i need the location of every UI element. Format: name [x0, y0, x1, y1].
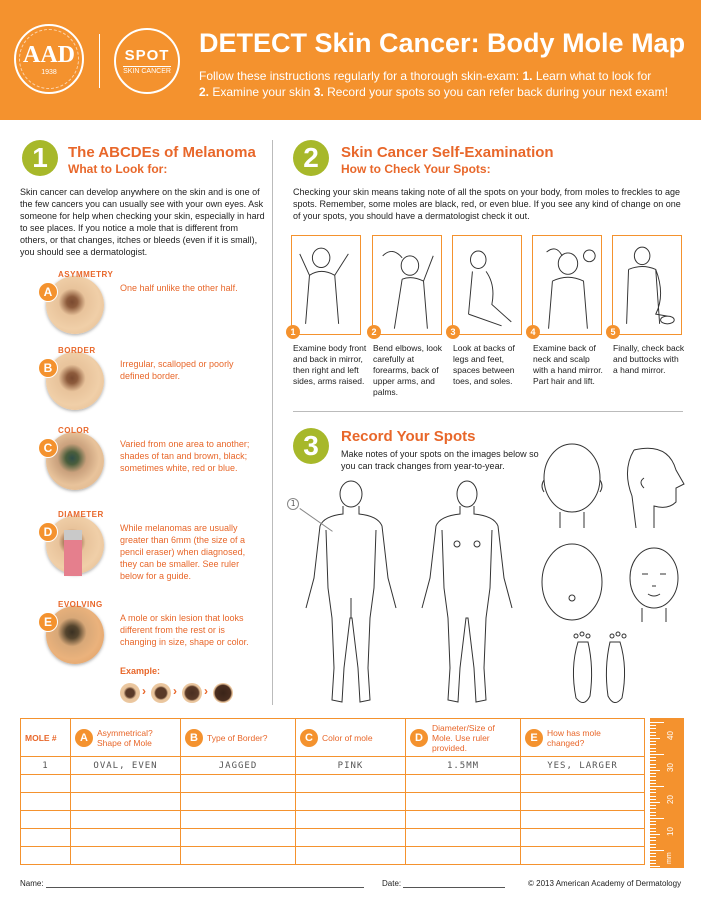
ruler-tick — [650, 792, 656, 793]
head-top-outline — [532, 540, 612, 625]
section-1-intro: Skin cancer can develop anywhere on the skin and is one of the few cancers you can usually see with your own eyes. Ask someone for help when checking your skin, especially in hard to see places. If you notice a mole that is different from others, or that changes, itches or bleeds (even if it is small), you should see a dermatologist. — [20, 187, 265, 257]
ruler-tick — [650, 754, 664, 755]
mm-ruler — [650, 718, 684, 868]
abcde-tag: BORDER — [58, 346, 96, 355]
step-5-number: 5 — [606, 325, 620, 339]
cell-mole-number[interactable] — [21, 793, 71, 811]
date-line[interactable] — [403, 887, 505, 888]
step-1-text: Examine body front and back in mirror, then right and left sides, arms raised. — [293, 343, 367, 386]
step-4-text: Examine back of neck and scalp with a hand mirror. Part hair and lift. — [533, 343, 603, 386]
cell-asymmetry[interactable] — [71, 793, 181, 811]
section-3-number: 3 — [293, 428, 329, 464]
ruler-tick — [650, 853, 656, 854]
aad-logo-text: AAD — [23, 41, 75, 68]
section-2-title: Skin Cancer Self-Examination — [341, 144, 554, 161]
ruler-tick — [650, 738, 660, 739]
cell-evolving[interactable] — [521, 775, 645, 793]
ruler-label-10: 10 — [666, 827, 675, 836]
abcde-item-b — [38, 346, 268, 426]
ruler-tick — [650, 805, 656, 806]
cell-mole-number[interactable]: 1 — [21, 757, 71, 775]
copyright: © 2013 American Academy of Dermatology — [528, 879, 682, 888]
letter-a-icon: A — [38, 282, 58, 302]
arrow-right-icon: › — [142, 684, 146, 698]
ruler-tick — [650, 728, 656, 729]
ruler-unit: mm — [666, 852, 673, 864]
table-row — [21, 811, 645, 829]
step-1-illustration — [291, 235, 361, 335]
example-mole-4 — [213, 683, 233, 703]
ruler-tick — [650, 770, 660, 771]
ruler-tick — [650, 773, 656, 774]
ruler-tick — [650, 860, 656, 861]
ruler-tick — [650, 732, 656, 733]
ruler-tick — [650, 748, 656, 749]
abcde-tag: DIAMETER — [58, 510, 104, 519]
ruler-tick — [650, 850, 664, 851]
cell-border[interactable] — [181, 829, 296, 847]
head-back-outline — [532, 440, 612, 530]
cell-evolving[interactable] — [521, 811, 645, 829]
abcde-desc: Irregular, scalloped or poorly defined border. — [120, 359, 234, 381]
cell-color[interactable] — [296, 829, 406, 847]
table-row — [21, 793, 645, 811]
cell-asymmetry[interactable] — [71, 847, 181, 865]
page-subtitle: Follow these instructions regularly for a thorough skin-exam: 1. Learn what to look for 2. Examine your skin 3. Record your spots so you can refer back during your next exam! — [199, 69, 668, 99]
abcde-tag: ASYMMETRY — [58, 270, 114, 279]
header-diameter: DDiameter/Size of Mole. Use ruler provided. — [406, 719, 521, 757]
header-banner — [0, 0, 701, 120]
cell-color[interactable] — [296, 793, 406, 811]
spot-logo-text: SPOT — [124, 47, 170, 64]
cell-border[interactable] — [181, 811, 296, 829]
step-4-illustration — [532, 235, 602, 335]
ruler-tick — [650, 783, 656, 784]
header-asymmetry: A Asymmetrical? Shape of Mole — [71, 719, 181, 757]
cell-diameter[interactable] — [406, 793, 521, 811]
abcde-desc: One half unlike the other half. — [120, 283, 238, 293]
spot-logo-sub: SKIN CANCER — [123, 68, 171, 75]
ruler-tick — [650, 757, 656, 758]
step-5-illustration — [612, 235, 682, 335]
mole-marker: 1 — [287, 498, 299, 510]
head-side-outline — [614, 440, 694, 530]
date-label: Date: — [382, 879, 402, 888]
mole-record-table — [20, 718, 645, 868]
ruler-tick — [650, 751, 656, 752]
cell-evolving[interactable] — [521, 847, 645, 865]
cell-diameter[interactable] — [406, 847, 521, 865]
table-row — [21, 829, 645, 847]
letter-b-icon: B — [38, 358, 58, 378]
body-front-outline — [412, 478, 522, 710]
page-title: DETECT Skin Cancer: Body Mole Map — [199, 28, 686, 58]
abcde-desc: Varied from one area to another; shades of tan and brown, black; sometimes white, red or blue. — [120, 439, 250, 473]
ruler-tick — [650, 760, 656, 761]
letter-c-icon: C — [38, 438, 58, 458]
ruler-tick — [650, 767, 656, 768]
step-2-illustration — [372, 235, 442, 335]
pencil-eraser-icon — [64, 530, 82, 576]
cell-asymmetry[interactable] — [71, 775, 181, 793]
cell-asymmetry[interactable] — [71, 829, 181, 847]
step-5-text: Finally, check back and buttocks with a hand mirror. — [613, 343, 685, 375]
cell-color[interactable] — [296, 847, 406, 865]
abcde-tag: COLOR — [58, 426, 90, 435]
ruler-tick — [650, 764, 656, 765]
step-2-text: Bend elbows, look carefully at forearms, back of upper arms, and palms. — [373, 343, 442, 397]
section-2-number: 2 — [293, 140, 329, 176]
arrow-right-icon: › — [204, 684, 208, 698]
ruler-tick — [650, 789, 656, 790]
abcde-item-d — [38, 510, 268, 590]
header-color: C Color of mole — [296, 719, 406, 757]
ruler-tick — [650, 741, 656, 742]
section-3-title: Record Your Spots — [341, 428, 476, 445]
cell-border[interactable]: JAGGED — [181, 757, 296, 775]
section-3-intro: Make notes of your spots on the images below so you can track changes from year-to-year. — [341, 449, 539, 471]
letter-b-icon: B — [185, 729, 203, 747]
cell-border[interactable] — [181, 775, 296, 793]
aad-logo-year: 1938 — [41, 68, 57, 76]
section-1-number: 1 — [22, 140, 58, 176]
ruler-tick — [650, 796, 656, 797]
column-divider — [272, 140, 273, 705]
step-1-number: 1 — [286, 325, 300, 339]
cell-mole-number[interactable] — [21, 829, 71, 847]
ruler-tick — [650, 799, 656, 800]
ruler-tick — [650, 722, 664, 723]
section-2-subtitle: How to Check Your Spots: — [341, 162, 491, 176]
cell-evolving[interactable] — [521, 829, 645, 847]
feet-soles-outline — [564, 628, 636, 710]
step-3-text: Look at backs of legs and feet, spaces between toes, and soles. — [453, 343, 515, 386]
example-mole-3 — [182, 683, 202, 703]
aad-logo — [14, 24, 84, 94]
letter-e-icon: E — [38, 612, 58, 632]
table-row — [21, 847, 645, 865]
cell-asymmetry[interactable] — [71, 811, 181, 829]
table-row — [21, 775, 645, 793]
example-mole-2 — [151, 683, 171, 703]
header-border: B Type of Border? — [181, 719, 296, 757]
cell-mole-number[interactable] — [21, 847, 71, 865]
head-front-outline — [614, 540, 694, 625]
ruler-label-30: 30 — [666, 763, 675, 772]
abcde-item-a — [38, 270, 268, 350]
name-label: Name: — [20, 879, 44, 888]
ruler-tick — [650, 725, 656, 726]
cell-diameter[interactable] — [406, 811, 521, 829]
ruler-tick — [650, 828, 656, 829]
ruler-tick — [650, 821, 656, 822]
letter-a-icon: A — [75, 729, 93, 747]
ruler-tick — [650, 844, 656, 845]
example-label: Example: — [120, 666, 161, 676]
spot-logo — [114, 28, 180, 94]
header-evolving: E How has mole changed? — [521, 719, 645, 757]
table-header-row — [21, 719, 645, 757]
abcde-desc: A mole or skin lesion that looks different from the rest or is changing in size, shape or color. — [120, 613, 249, 647]
ruler-tick — [650, 866, 660, 867]
cell-diameter[interactable] — [406, 775, 521, 793]
cell-asymmetry[interactable]: OVAL, EVEN — [71, 757, 181, 775]
ruler-tick — [650, 847, 656, 848]
header-divider — [99, 34, 100, 88]
step-4-number: 4 — [526, 325, 540, 339]
letter-e-icon: E — [525, 729, 543, 747]
ruler-tick — [650, 735, 656, 736]
cell-border[interactable] — [181, 847, 296, 865]
abcde-desc: While melanomas are usually greater than 6mm (the size of a pencil eraser) when diagnosed, they can be smaller. See ruler below for a guide. — [120, 523, 246, 581]
name-field[interactable] — [20, 879, 364, 888]
cell-diameter[interactable] — [406, 829, 521, 847]
cell-diameter[interactable]: 1.5MM — [406, 757, 521, 775]
ruler-tick — [650, 815, 656, 816]
ruler-tick — [650, 780, 656, 781]
step-3-number: 3 — [446, 325, 460, 339]
ruler-tick — [650, 786, 664, 787]
ruler-tick — [650, 808, 656, 809]
step-2-number: 2 — [367, 325, 381, 339]
abcde-tag: EVOLVING — [58, 600, 103, 609]
ruler-tick — [650, 856, 656, 857]
section-divider — [293, 411, 683, 412]
name-line[interactable] — [46, 887, 364, 888]
step-3-illustration — [452, 235, 522, 335]
abcde-item-c — [38, 426, 268, 506]
section-1-title: The ABCDEs of Melanoma — [68, 144, 256, 161]
ruler-label-20: 20 — [666, 795, 675, 804]
letter-c-icon: C — [300, 729, 318, 747]
ruler-tick — [650, 776, 656, 777]
cell-border[interactable] — [181, 793, 296, 811]
ruler-tick — [650, 818, 664, 819]
cell-evolving[interactable]: YES, LARGER — [521, 757, 645, 775]
ruler-tick — [650, 831, 656, 832]
ruler-tick — [650, 812, 656, 813]
section-1-subtitle: What to Look for: — [68, 162, 168, 176]
logo-ring — [19, 29, 79, 89]
ruler-tick — [650, 863, 656, 864]
letter-d-icon: D — [38, 522, 58, 542]
ruler-tick — [650, 837, 656, 838]
cell-evolving[interactable] — [521, 793, 645, 811]
date-field[interactable] — [382, 879, 505, 888]
arrow-right-icon: › — [173, 684, 177, 698]
body-back-outline — [296, 478, 406, 710]
ruler-tick — [650, 840, 656, 841]
ruler-tick — [650, 802, 660, 803]
cell-mole-number[interactable] — [21, 775, 71, 793]
cell-color[interactable]: PINK — [296, 757, 406, 775]
letter-d-icon: D — [410, 729, 428, 747]
ruler-tick — [650, 824, 656, 825]
ruler-tick — [650, 744, 656, 745]
section-2-intro: Checking your skin means taking note of all the spots on your body, from moles to freckles to age spots. Remember, some moles are black, red, or even blue. If you see any kind of change on one of your spots, you should have a dermatologist check it out. — [293, 187, 681, 221]
ruler-tick — [650, 834, 660, 835]
header-mole-number: MOLE # — [21, 719, 71, 757]
ruler-label-40: 40 — [666, 731, 675, 740]
example-mole-1 — [120, 683, 140, 703]
table-row — [21, 757, 645, 775]
cell-color[interactable] — [296, 775, 406, 793]
cell-mole-number[interactable] — [21, 811, 71, 829]
cell-color[interactable] — [296, 811, 406, 829]
